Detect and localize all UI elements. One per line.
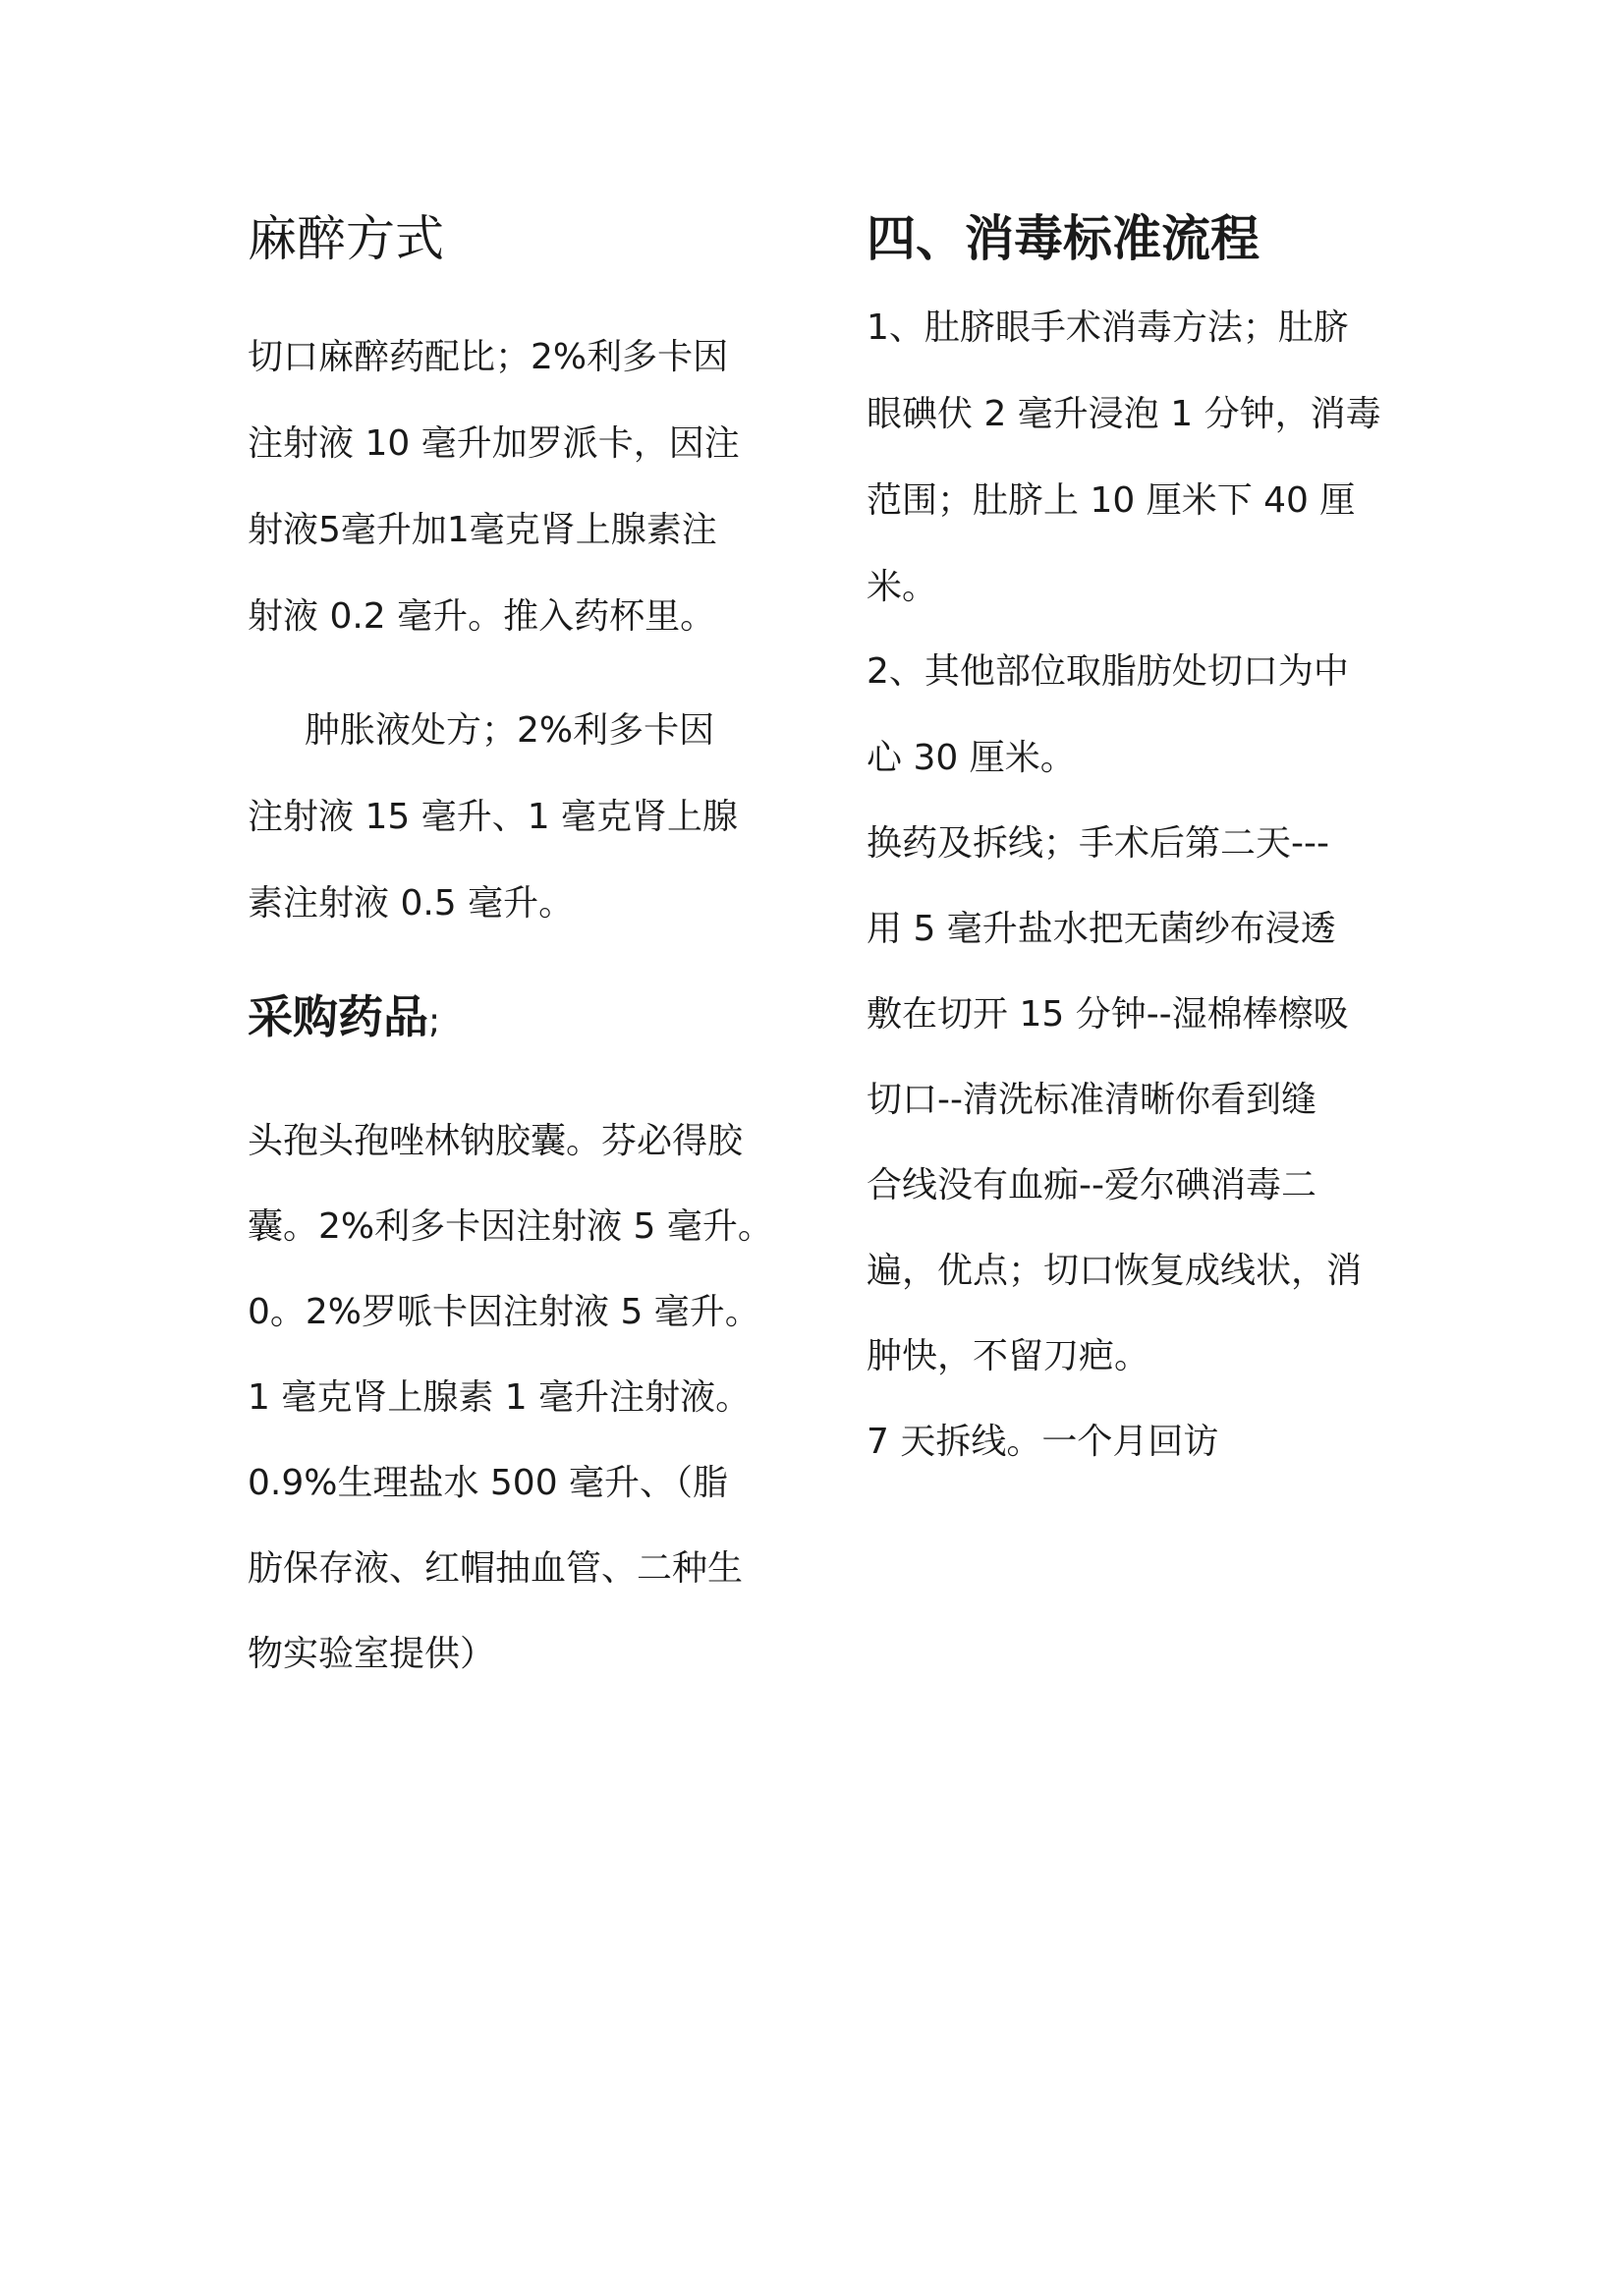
text-line: 头孢头孢唑林钠胶囊。芬必得胶 [248,1121,744,1161]
text-line: 敷在切开 15 分钟--湿棉棒檫吸 [867,994,1349,1035]
text-line: 心 30 厘米。 [867,738,1076,778]
text-line: 射液 0.2 毫升。推入药杯里。 [248,596,716,637]
text-line: 0.9%生理盐水 500 毫升、（脂 [248,1463,729,1503]
anesthesia-paragraph-1 [248,314,740,660]
text-line: 0。2%罗哌卡因注射液 5 毫升。 [248,1292,760,1332]
disinfection-paragraph-1 [867,285,1381,631]
dressing-paragraph [867,801,1362,1399]
text-line: 1 毫克肾上腺素 1 毫升注射液。 [248,1377,752,1418]
purchase-list [248,1098,773,1697]
text-line: 囊。2%利多卡因注射液 5 毫升。 [248,1206,773,1247]
anesthesia-paragraph-2 [248,688,738,947]
purchase-heading-text: 采购药品 [248,990,428,1043]
text-line: 换药及拆线；手术后第二天--- [867,823,1329,864]
purchase-heading [248,986,440,1052]
text-line: 用 5 毫升盐水把无菌纱布浸透 [867,909,1336,949]
text-line: 范围；肚脐上 10 厘米下 40 厘 [867,480,1356,521]
text-line: 切口麻醉药配比；2%利多卡因 [248,337,729,377]
text-line: 肿胀液处方；2%利多卡因 [305,710,715,751]
purchase-heading-suffix: ; [428,1001,441,1041]
text-line: 1、肚脐眼手术消毒方法；肚脐 [867,308,1349,348]
text-line: 注射液 10 毫升加罗派卡，因注 [248,423,740,464]
text-line: 素注射液 0.5 毫升。 [248,883,575,924]
text-line: 合线没有血痂--爱尔碘消毒二 [867,1165,1316,1205]
follow-up-paragraph [867,1399,1218,1485]
text-line: 7 天拆线。一个月回访 [867,1422,1219,1462]
text-line: 2、其他部位取脂肪处切口为中 [867,651,1349,692]
text-line: 物实验室提供） [248,1634,496,1674]
text-line: 切口--清洗标准清晰你看到缝 [867,1080,1316,1120]
text-line: 眼碘伏 2 毫升浸泡 1 分钟，消毒 [867,394,1381,434]
text-line: 米。 [867,567,938,607]
disinfection-paragraph-2 [867,629,1349,802]
text-line: 注射液 15 毫升、1 毫克肾上腺 [248,797,739,837]
text-line: 肿快，不留刀疤。 [867,1336,1150,1376]
text-line: 肪保存液、红帽抽血管、二种生 [248,1548,744,1589]
text-line: 射液5毫升加1毫克肾上腺素注 [248,510,717,550]
anesthesia-heading: 麻醉方式 [248,210,444,267]
disinfection-heading: 四、消毒标准流程 [867,210,1260,267]
text-line: 遍，优点；切口恢复成线状，消 [867,1251,1363,1291]
